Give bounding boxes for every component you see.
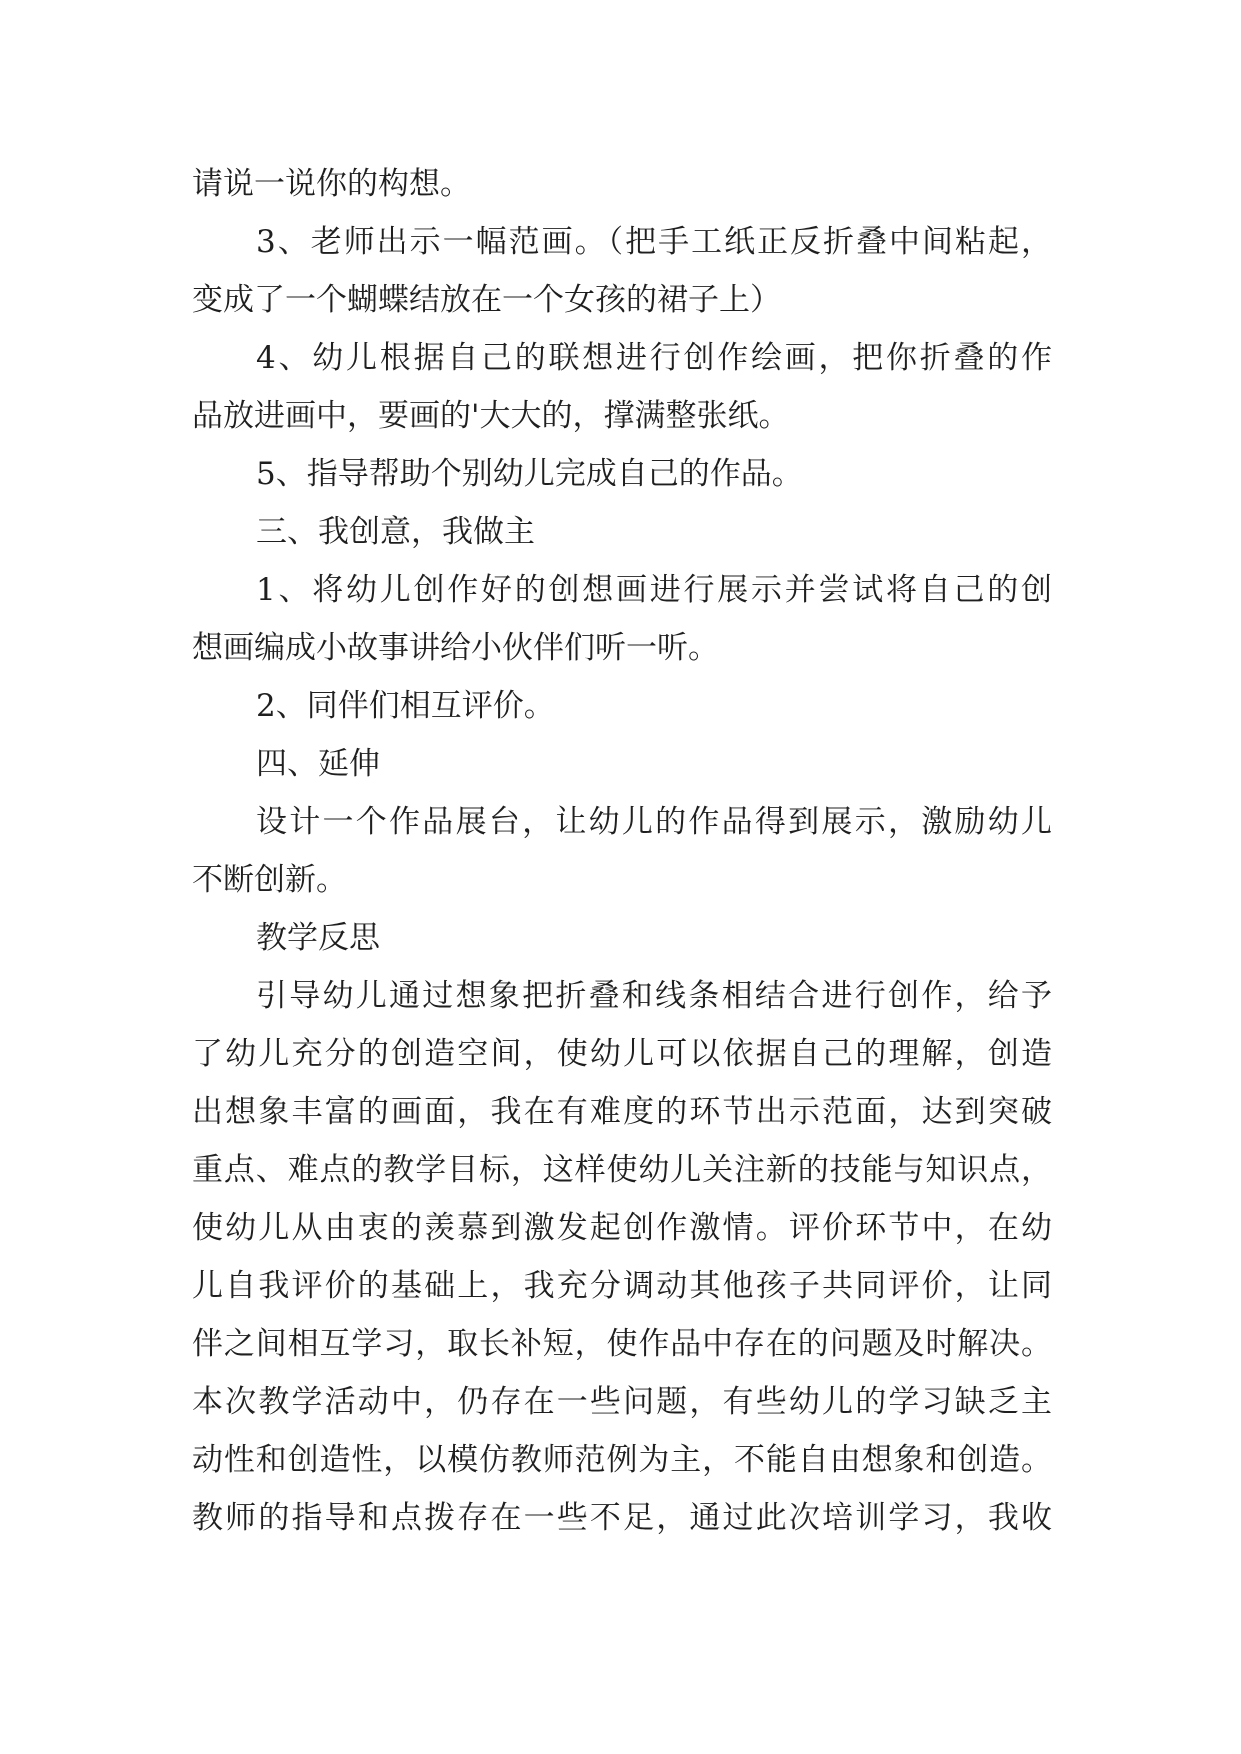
text-line: 引导幼儿通过想象把折叠和线条相结合进行创作，给予	[256, 978, 1052, 1014]
text-line: 使幼儿从由衷的羡慕到激发起创作激情。评价环节中，在幼	[192, 1210, 1052, 1246]
section-heading: 四、延伸	[256, 746, 380, 782]
text-line: 变成了一个蝴蝶结放在一个女孩的裙子上）	[192, 282, 781, 318]
text-line: 不断创新。	[192, 862, 347, 898]
text-line: 本次教学活动中，仍存在一些问题，有些幼儿的学习缺乏主	[192, 1384, 1052, 1420]
text-line: 动性和创造性，以模仿教师范例为主，不能自由想象和创造。	[192, 1442, 1052, 1478]
text-line: 儿自我评价的基础上，我充分调动其他孩子共同评价，让同	[192, 1268, 1052, 1304]
text-line: 伴之间相互学习，取长补短，使作品中存在的问题及时解决。	[192, 1326, 1052, 1362]
text-line: 重点、难点的教学目标，这样使幼儿关注新的技能与知识点，	[192, 1152, 1052, 1188]
text-line: 2、同伴们相互评价。	[256, 688, 555, 724]
text-line: 1、将幼儿创作好的创想画进行展示并尝试将自己的创	[256, 572, 1052, 608]
text-line: 5、指导帮助个别幼儿完成自己的作品。	[256, 456, 803, 492]
text-line: 设计一个作品展台，让幼儿的作品得到展示，激励幼儿	[256, 804, 1052, 840]
text-line: 出想象丰富的画面，我在有难度的环节出示范面，达到突破	[192, 1094, 1052, 1130]
text-line: 品放进画中，要画的'大大的，撑满整张纸。	[192, 398, 790, 434]
text-line: 教师的指导和点拨存在一些不足，通过此次培训学习，我收	[192, 1500, 1052, 1536]
text-line: 了幼儿充分的创造空间，使幼儿可以依据自己的理解，创造	[192, 1036, 1052, 1072]
text-line: 想画编成小故事讲给小伙伴们听一听。	[192, 630, 719, 666]
section-heading: 三、我创意，我做主	[256, 514, 535, 550]
section-heading: 教学反思	[256, 920, 380, 956]
text-line: 4、幼儿根据自己的联想进行创作绘画，把你折叠的作	[256, 340, 1052, 376]
text-line: 请说一说你的构想。	[192, 166, 471, 202]
text-line: 3、老师出示一幅范画。（把手工纸正反折叠中间粘起，	[256, 224, 1052, 260]
